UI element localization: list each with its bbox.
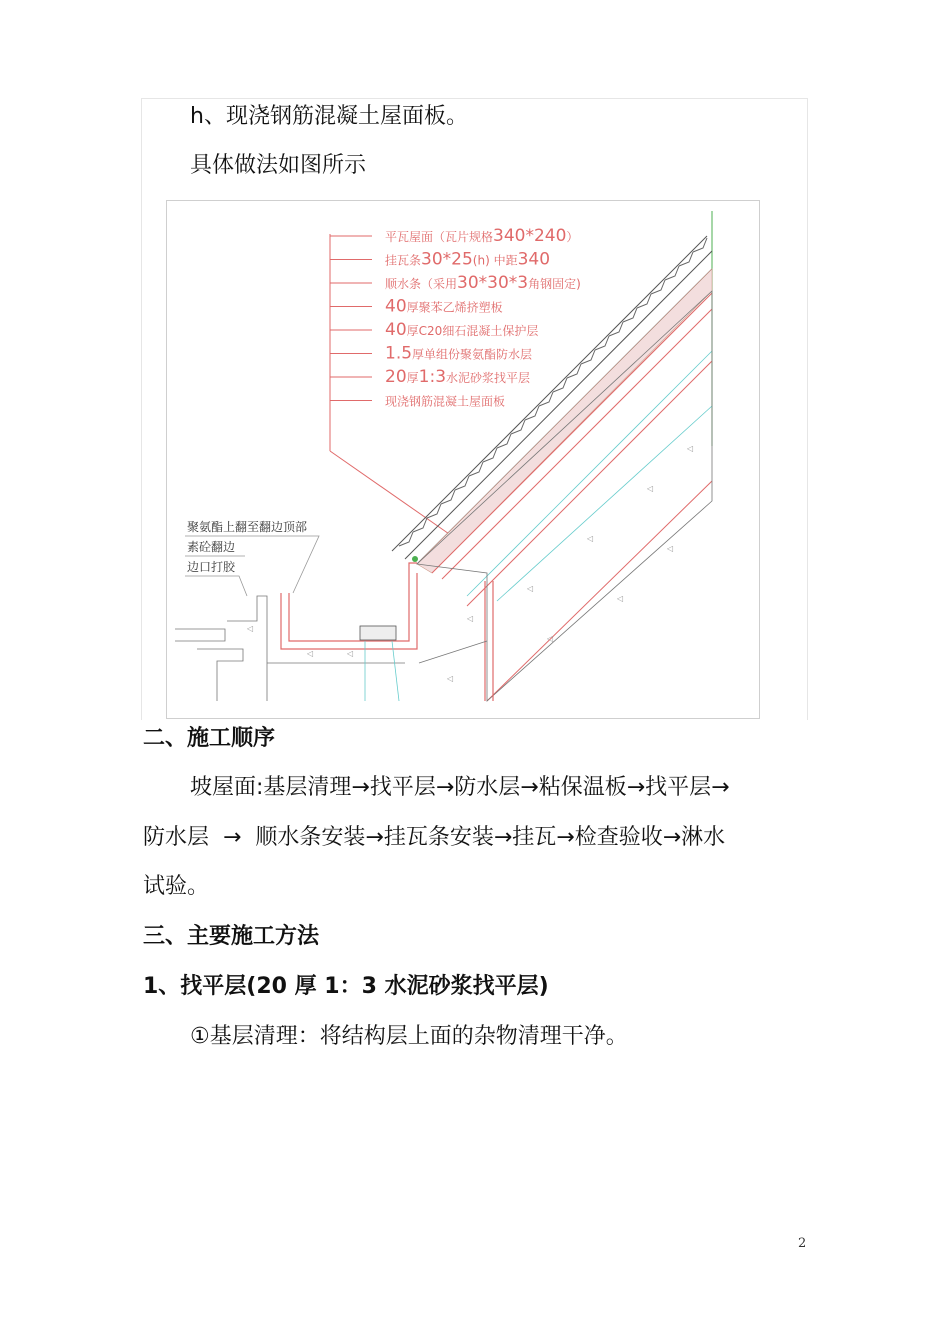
sequence-line-2: 防水层 → 顺水条安装→挂瓦条安装→挂瓦→检查验收→淋水 bbox=[143, 825, 726, 850]
method-caption: 具体做法如图所示 bbox=[190, 153, 367, 178]
layer-label: 平瓦屋面（瓦片规格340*240） bbox=[385, 226, 579, 246]
svg-text:◁: ◁ bbox=[687, 444, 694, 453]
svg-text:◁: ◁ bbox=[347, 649, 354, 658]
svg-text:◁: ◁ bbox=[527, 584, 534, 593]
svg-text:◁: ◁ bbox=[307, 649, 314, 658]
sequence-line-3: 试验。 bbox=[143, 874, 210, 899]
page-number: 2 bbox=[798, 1236, 807, 1251]
roof-detail-drawing bbox=[166, 200, 760, 719]
sequence-line-1: 坡屋面:基层清理→找平层→防水层→粘保温板→找平层→ bbox=[190, 775, 730, 800]
svg-text:◁: ◁ bbox=[247, 624, 254, 633]
subsection-1-heading: 1、找平层(20 厚 1：3 水泥砂浆找平层) bbox=[143, 974, 549, 999]
layer-label: 40厚聚苯乙烯挤塑板 bbox=[385, 296, 503, 317]
item-h-text: h、现浇钢筋混凝土屋面板。 bbox=[190, 104, 468, 129]
gutter-note: 边口打胶 bbox=[187, 560, 236, 574]
layer-label: 现浇钢筋混凝土屋面板 bbox=[385, 394, 506, 409]
layer-label: 顺水条（采用30*30*3角钢固定) bbox=[385, 273, 581, 293]
svg-text:◁: ◁ bbox=[547, 634, 554, 643]
layer-label: 20厚1:3水泥砂浆找平层 bbox=[385, 367, 531, 387]
svg-text:◁: ◁ bbox=[667, 544, 674, 553]
step-1-text: ①基层清理：将结构层上面的杂物清理干净。 bbox=[190, 1024, 628, 1049]
svg-text:◁: ◁ bbox=[617, 594, 624, 603]
gutter-note: 聚氨酯上翻至翻边顶部 bbox=[187, 520, 308, 534]
layer-label: 40厚C20细石混凝土保护层 bbox=[385, 320, 539, 340]
layer-label: 1.5厚单组份聚氨酯防水层 bbox=[385, 343, 533, 364]
svg-text:◁: ◁ bbox=[647, 484, 654, 493]
svg-text:◁: ◁ bbox=[467, 614, 474, 623]
svg-text:◁: ◁ bbox=[447, 674, 454, 683]
section-3-heading: 三、主要施工方法 bbox=[143, 924, 320, 949]
section-2-heading: 二、施工顺序 bbox=[143, 726, 276, 751]
gutter-note: 素砼翻边 bbox=[187, 540, 236, 554]
svg-text:◁: ◁ bbox=[587, 534, 594, 543]
layer-label: 挂瓦条30*25(h) 中距340 bbox=[385, 249, 551, 270]
